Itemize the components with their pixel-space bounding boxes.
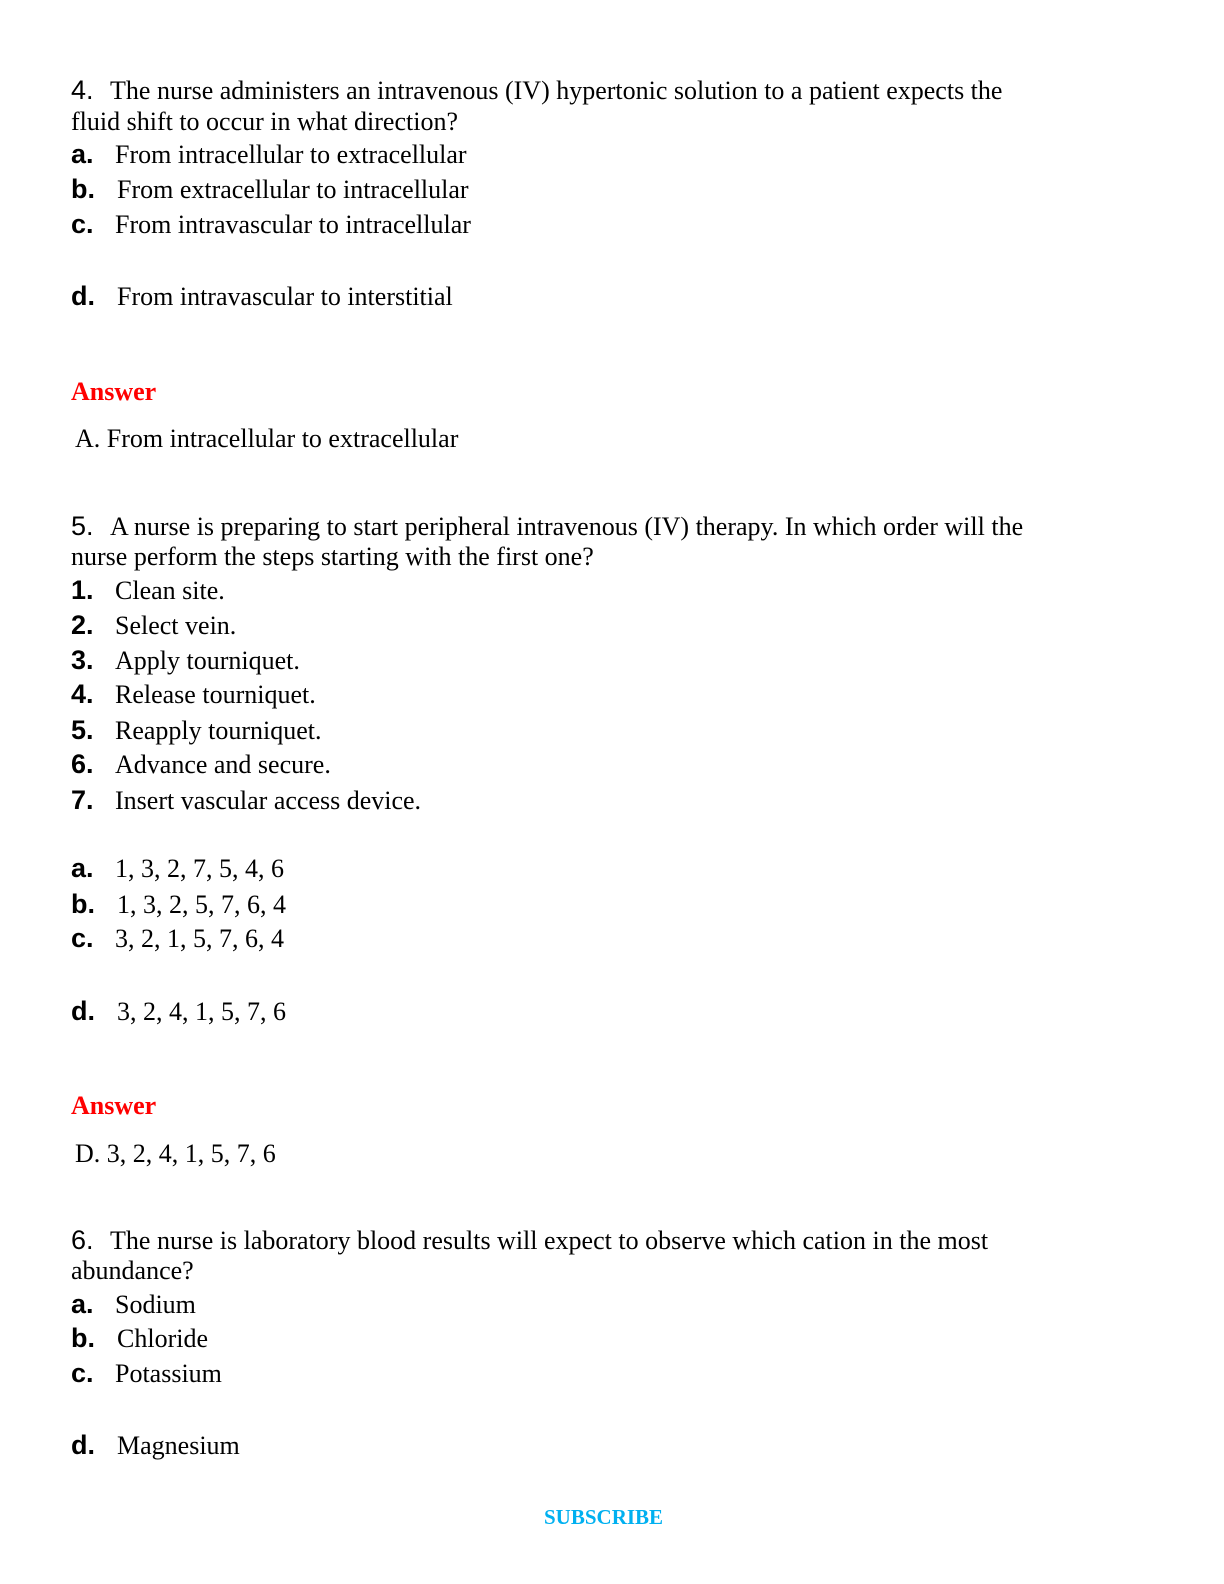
- option-b: [71, 174, 469, 205]
- step-label: 3.: [71, 645, 94, 675]
- option-c: [71, 1358, 222, 1389]
- option-c: [71, 209, 471, 240]
- step-text: Select vein.: [115, 611, 237, 640]
- option-c: [71, 923, 284, 954]
- option-text: Sodium: [115, 1290, 196, 1319]
- option-label: c.: [71, 1358, 94, 1388]
- question-stem-text: The nurse administers an intravenous (IV) hypertonic solution to a patient expects the: [110, 76, 1003, 105]
- step-text: Advance and secure.: [115, 750, 331, 779]
- question-stem-text: The nurse is laboratory blood results will expect to observe which cation in the most: [110, 1226, 989, 1255]
- step-7: [71, 785, 421, 816]
- option-label: a.: [71, 139, 94, 169]
- option-text: 3, 2, 1, 5, 7, 6, 4: [115, 924, 284, 953]
- question-number: 6.: [71, 1225, 94, 1255]
- step-text: Reapply tourniquet.: [115, 716, 322, 745]
- option-text: Potassium: [115, 1359, 222, 1388]
- question-6-stem-line-1: [71, 1225, 988, 1256]
- answer-text: D. 3, 2, 4, 1, 5, 7, 6: [75, 1139, 276, 1168]
- step-6: [71, 749, 331, 780]
- step-label: 5.: [71, 715, 94, 745]
- option-label: b.: [71, 174, 95, 204]
- answer-heading: Answer: [71, 1091, 157, 1120]
- option-text: From extracellular to intracellular: [117, 175, 469, 204]
- option-d: [71, 996, 286, 1027]
- option-b: [71, 1323, 208, 1354]
- option-a: [71, 139, 467, 170]
- option-text: 3, 2, 4, 1, 5, 7, 6: [117, 997, 286, 1026]
- answer-heading: Answer: [71, 377, 157, 406]
- step-text: Release tourniquet.: [115, 680, 316, 709]
- question-5-stem-line-1: [71, 511, 1023, 542]
- option-label: d.: [71, 1430, 95, 1460]
- step-4: [71, 679, 316, 710]
- answer-text: A. From intracellular to extracellular: [75, 424, 459, 453]
- option-text: 1, 3, 2, 5, 7, 6, 4: [117, 890, 286, 919]
- question-4-stem-line-2: fluid shift to occur in what direction?: [71, 107, 459, 136]
- question-number: 4.: [71, 75, 94, 105]
- option-text: Magnesium: [117, 1431, 240, 1460]
- option-text: 1, 3, 2, 7, 5, 4, 6: [115, 854, 284, 883]
- step-5: [71, 715, 322, 746]
- step-2: [71, 610, 236, 641]
- step-3: [71, 645, 300, 676]
- step-1: [71, 575, 225, 606]
- step-text: Insert vascular access device.: [115, 786, 422, 815]
- option-text: From intracellular to extracellular: [115, 140, 467, 169]
- question-6-stem-line-2: abundance?: [71, 1256, 194, 1285]
- question-4-stem-line-1: [71, 75, 1002, 106]
- step-text: Apply tourniquet.: [115, 646, 300, 675]
- question-5-stem-line-2: nurse perform the steps starting with the first one?: [71, 542, 594, 571]
- option-text: From intravascular to interstitial: [117, 282, 453, 311]
- option-label: b.: [71, 1323, 95, 1353]
- option-a: [71, 1289, 196, 1320]
- step-label: 4.: [71, 679, 94, 709]
- question-number: 5.: [71, 511, 94, 541]
- step-text: Clean site.: [115, 576, 225, 605]
- option-label: c.: [71, 923, 94, 953]
- option-label: d.: [71, 281, 95, 311]
- option-d: [71, 281, 453, 312]
- step-label: 6.: [71, 749, 94, 779]
- step-label: 1.: [71, 575, 94, 605]
- option-a: [71, 853, 284, 884]
- step-label: 7.: [71, 785, 94, 815]
- option-label: d.: [71, 996, 95, 1026]
- option-label: b.: [71, 889, 95, 919]
- option-d: [71, 1430, 240, 1461]
- subscribe-link[interactable]: SUBSCRIBE: [544, 1505, 664, 1529]
- option-b: [71, 889, 286, 920]
- option-text: Chloride: [117, 1324, 208, 1353]
- question-stem-text: A nurse is preparing to start peripheral intravenous (IV) therapy. In which order will the: [110, 512, 1024, 541]
- option-label: a.: [71, 1289, 94, 1319]
- option-label: c.: [71, 209, 94, 239]
- option-text: From intravascular to intracellular: [115, 210, 471, 239]
- step-label: 2.: [71, 610, 94, 640]
- option-label: a.: [71, 853, 94, 883]
